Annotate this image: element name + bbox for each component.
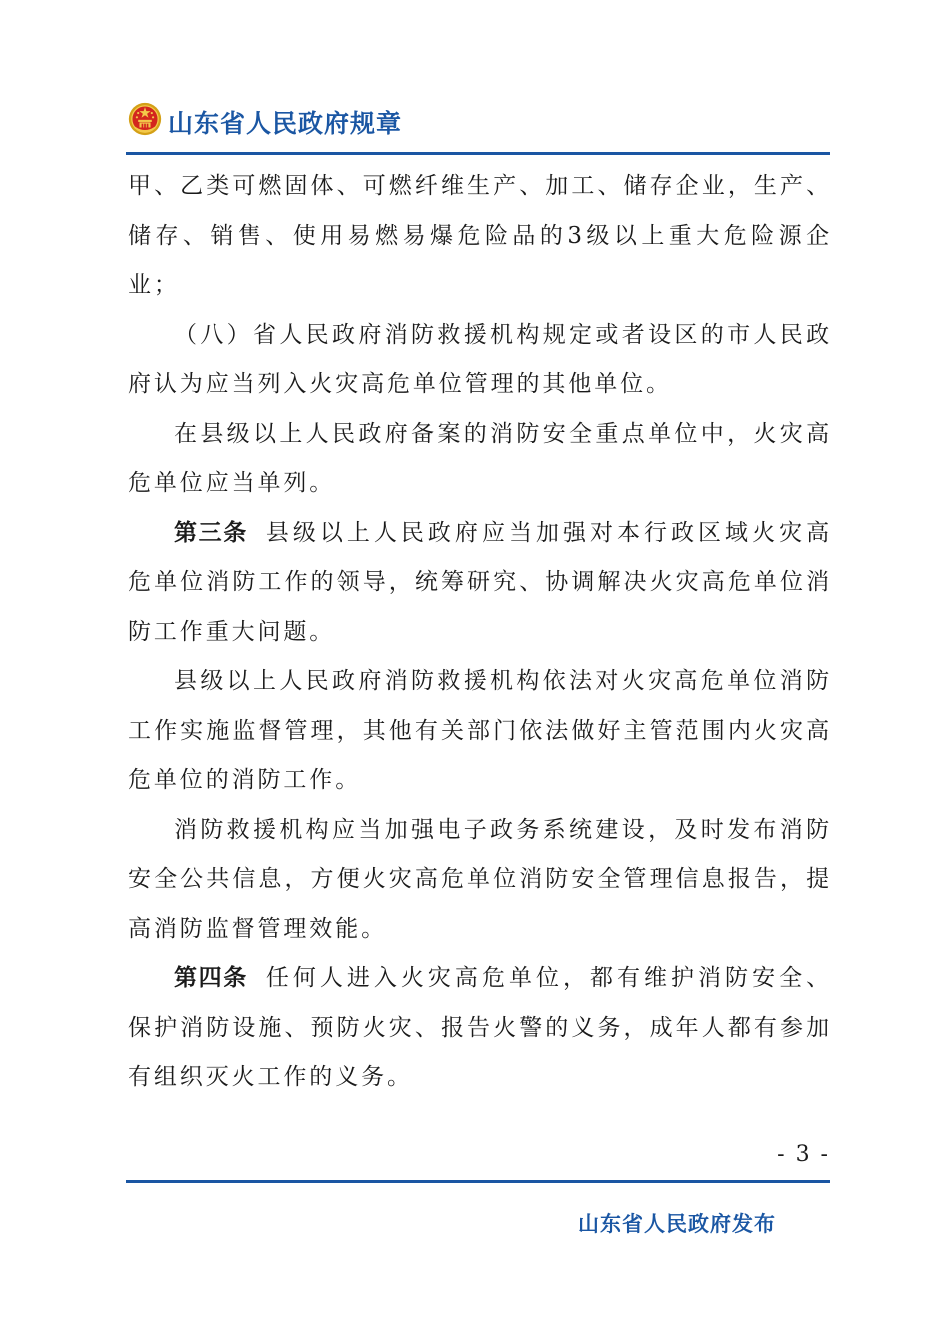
paragraph (128, 311, 832, 410)
document-body (128, 162, 832, 1103)
paragraph (128, 410, 832, 509)
header-title: 山东省人民政府规章 (168, 109, 403, 138)
article-label: 第三条 (174, 519, 248, 546)
paragraph-text: 消防救援机构应当加强电子政务系统建设，及时发布消防安全公共信息，方便火灾高危单位消防安全管理信息报告，提高消防监督管理效能。 (128, 816, 832, 942)
page-header (126, 98, 830, 146)
paragraph-text: 任何人进入火灾高危单位，都有维护消防安全、保护消防设施、预防火灾、报告火警的义务，成年人都有参加有组织灭火工作的义务。 (128, 965, 832, 1090)
paragraph-text: 县级以上人民政府应当加强对本行政区域火灾高危单位消防工作的领导，统筹研究、协调解决火灾高危单位消防工作重大问题。 (128, 519, 832, 645)
national-emblem-icon (128, 102, 162, 136)
footer-publisher: 山东省人民政府发布 (578, 1212, 776, 1236)
paragraph (128, 806, 832, 955)
paragraph (128, 162, 832, 311)
paragraph-text: 甲、乙类可燃固体、可燃纤维生产、加工、储存企业，生产、储存、销售、使用易燃易爆危险品的3级以上重大危险源企业； (128, 173, 832, 298)
footer-divider (126, 1180, 830, 1183)
paragraph-text: 在县级以上人民政府备案的消防安全重点单位中，火灾高危单位应当单列。 (128, 420, 832, 496)
article-label: 第四条 (174, 965, 248, 991)
header-divider (126, 152, 830, 155)
paragraph-text: 县级以上人民政府消防救援机构依法对火灾高危单位消防工作实施监督管理，其他有关部门依法做好主管范围内火灾高危单位的消防工作。 (128, 668, 832, 793)
article-paragraph (128, 509, 832, 658)
paragraph-text: （八）省人民政府消防救援机构规定或者设区的市人民政府认为应当列入火灾高危单位管理的其他单位。 (128, 321, 832, 397)
paragraph (128, 657, 832, 806)
article-paragraph (128, 954, 832, 1103)
page-number: - 3 - (777, 1142, 830, 1167)
